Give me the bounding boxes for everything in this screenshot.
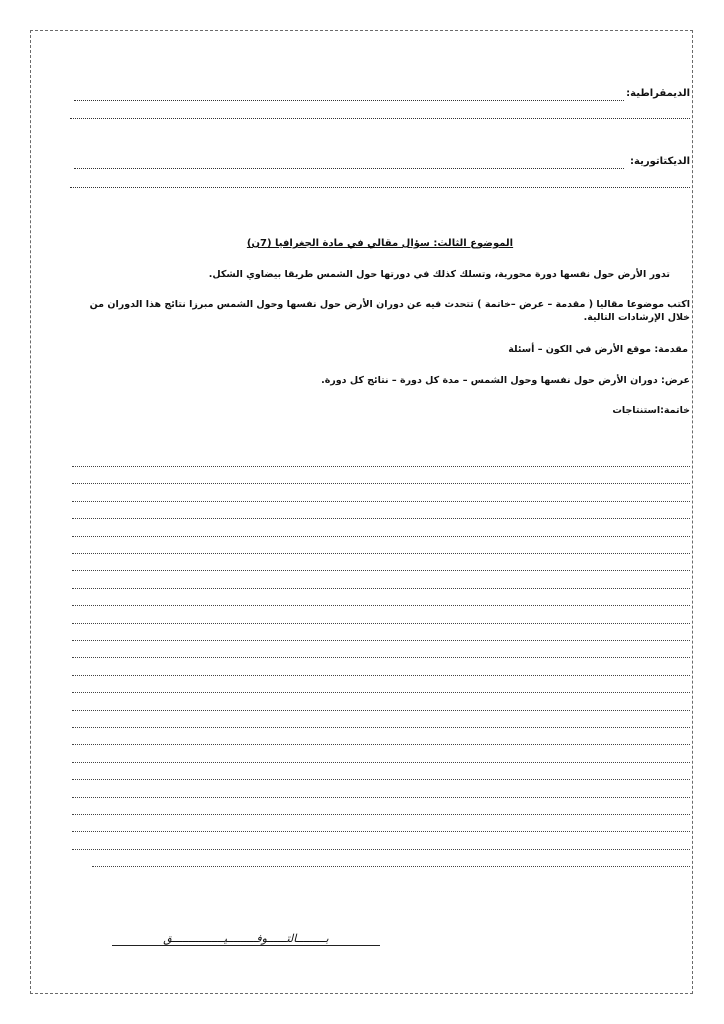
answer-line <box>72 831 690 832</box>
answer-line <box>72 640 690 641</box>
section-instruction: اكتب موضوعا مقاليا ( مقدمة – عرض –خاتمة ) تتحدث فيه عن دوران الأرض حول نفسها وحول الشمس مبرزا نتائج هذا الدوران من خلال الإرشادات التالية. <box>89 299 690 323</box>
guide-intro-item: مقدمة: موقع الأرض في الكون – أسئلة <box>508 344 688 355</box>
answer-line <box>72 553 690 554</box>
answer-line <box>72 744 690 745</box>
answer-line <box>72 518 690 519</box>
answer-line <box>72 588 690 589</box>
dictatorship-label: الديكتاتورية: <box>630 156 690 167</box>
democracy-label: الديمقراطية: <box>626 88 690 99</box>
answer-line <box>72 692 690 693</box>
guide-conclusion-item: خاتمة:استنتاجات <box>612 405 690 416</box>
answer-line <box>72 849 690 850</box>
dictatorship-field <box>70 156 690 167</box>
answer-line <box>72 710 690 711</box>
closing-signature: بـــــــــالتــــــوفـــــــــيــــــــــــــــق <box>112 932 380 946</box>
dictatorship-answer-dots <box>74 168 624 170</box>
answer-line <box>72 779 690 780</box>
answer-line <box>72 536 690 537</box>
democracy-field <box>70 88 690 99</box>
answer-line <box>72 483 690 484</box>
answer-line <box>72 501 690 502</box>
section-title: الموضوع الثالث: سؤال مقالي في مادة الجغرافيا (7ن) <box>246 238 514 249</box>
answer-line <box>92 866 690 867</box>
answer-line <box>72 570 690 571</box>
answer-line <box>72 623 690 624</box>
answer-line <box>72 797 690 798</box>
democracy-answer-line <box>70 118 690 120</box>
answer-line <box>72 657 690 658</box>
section-intro: تدور الأرض حول نفسها دورة محورية، وتسلك كذلك في دورتها حول الشمس طريقا بيضاوي الشكل. <box>208 269 670 280</box>
dictatorship-answer-line <box>70 187 690 189</box>
democracy-answer-dots <box>74 100 624 102</box>
answer-line <box>72 762 690 763</box>
answer-line <box>72 814 690 815</box>
answer-line <box>72 675 690 676</box>
answer-line <box>72 727 690 728</box>
answer-line <box>72 466 690 467</box>
answer-line <box>72 605 690 606</box>
guide-body-item: عرض: دوران الأرض حول نفسها وحول الشمس – مدة كل دورة – نتائج كل دورة. <box>321 375 690 386</box>
